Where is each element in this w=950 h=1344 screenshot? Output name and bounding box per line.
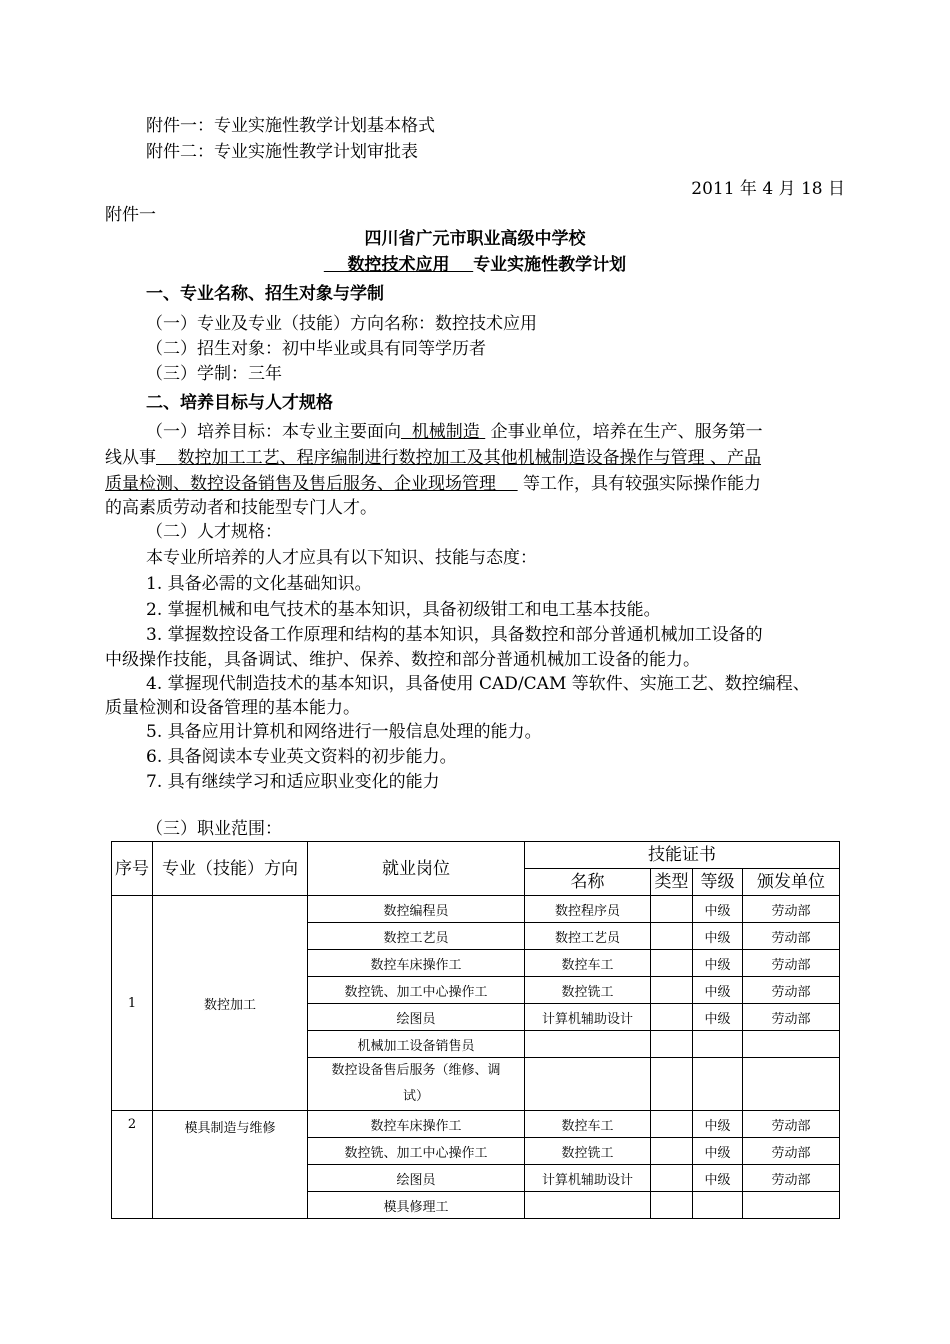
cell-seq: 1: [112, 896, 153, 1111]
cell-cert-issuer: [743, 1058, 840, 1111]
cell-job: 绘图员: [308, 1165, 525, 1192]
talent-item-6: 6. 具备阅读本专业英文资料的初步能力。: [146, 747, 457, 767]
cell-cert-level: 中级: [693, 1165, 743, 1192]
talent-item-1: 1. 具备必需的文化基础知识。: [146, 574, 372, 594]
job-scope-table: [111, 841, 840, 1219]
talent-item-7: 7. 具有继续学习和适应职业变化的能力: [146, 772, 440, 792]
talent-intro: 本专业所培养的人才应具有以下知识、技能与态度：: [146, 548, 537, 568]
cell-cert-name: [525, 1031, 651, 1058]
section1-item-1: （一）专业及专业（技能）方向名称：数控技术应用: [146, 314, 537, 334]
cell-job: 数控铣、加工中心操作工: [308, 1138, 525, 1165]
cell-cert-issuer: 劳动部: [743, 923, 840, 950]
cell-direction: 模具制造与维修: [153, 1111, 308, 1219]
cell-cert-issuer: 劳动部: [743, 1165, 840, 1192]
header-cert: 技能证书: [525, 842, 840, 869]
plan-title-suffix: 专业实施性教学计划: [473, 255, 627, 275]
cell-cert-level: [693, 1031, 743, 1058]
cell-cert-type: [651, 1058, 693, 1111]
cell-seq: 2: [112, 1111, 153, 1219]
header-cert-type: 类型: [651, 869, 693, 896]
table-row: [112, 896, 840, 923]
cell-cert-type: [651, 923, 693, 950]
header-direction: 专业（技能）方向: [153, 842, 308, 896]
section1-heading: 一、专业名称、招生对象与学制: [146, 284, 384, 304]
cell-cert-level: 中级: [693, 1004, 743, 1031]
section2-heading: 二、培养目标与人才规格: [146, 393, 333, 413]
cell-cert-name: 数控工艺员: [525, 923, 651, 950]
talent-item-4: 4. 掌握现代制造技术的基本知识，具备使用 CAD/CAM 等软件、实施工艺、数控编程、: [146, 674, 810, 694]
cell-cert-type: [651, 1165, 693, 1192]
section1-item-2: （二）招生对象：初中毕业或具有同等学历者: [146, 339, 486, 359]
cell-cert-level: 中级: [693, 1138, 743, 1165]
cell-cert-level: 中级: [693, 896, 743, 923]
cell-cert-type: [651, 1111, 693, 1138]
cell-cert-level: 中级: [693, 950, 743, 977]
cell-job: 数控车床操作工: [308, 950, 525, 977]
cell-cert-level: 中级: [693, 1111, 743, 1138]
header-seq: 序号: [112, 842, 153, 896]
attachment-line-1: 附件一：专业实施性教学计划基本格式: [146, 116, 435, 136]
cell-cert-name: 数控铣工: [525, 1138, 651, 1165]
plan-title-major: 数控技术应用: [347, 255, 450, 275]
cell-cert-level: 中级: [693, 923, 743, 950]
attachment-label: 附件一: [105, 205, 156, 225]
talent-item-3: 3. 掌握数控设备工作原理和结构的基本知识，具备数控和部分普通机械加工设备的: [146, 625, 763, 645]
header-cert-issuer: 颁发单位: [743, 869, 840, 896]
cell-job: 模具修理工: [308, 1192, 525, 1219]
talent-item-4-cont: 质量检测和设备管理的基本能力。: [105, 698, 360, 718]
cell-cert-name: 数控程序员: [525, 896, 651, 923]
cell-cert-level: [693, 1058, 743, 1111]
header-cert-level: 等级: [693, 869, 743, 896]
cell-cert-type: [651, 1138, 693, 1165]
cell-job: 数控编程员: [308, 896, 525, 923]
goal-line-2: 线从事 数控加工工艺、程序编制进行数控加工及其他机械制造设备操作与管理 、产品: [105, 448, 762, 468]
talent-heading: （二）人才规格：: [146, 522, 282, 542]
cell-cert-level: 中级: [693, 977, 743, 1004]
school-title: 四川省广元市职业高级中学校: [364, 229, 586, 249]
plan-title: [0, 254, 950, 276]
cell-job: 数控设备售后服务（维修、调试）: [308, 1058, 525, 1111]
cell-cert-type: [651, 950, 693, 977]
cell-job: 绘图员: [308, 1004, 525, 1031]
cell-cert-type: [651, 977, 693, 1004]
cell-job: 机械加工设备销售员: [308, 1031, 525, 1058]
document-date: 2011 年 4 月 18 日: [691, 179, 845, 199]
cell-cert-issuer: [743, 1192, 840, 1219]
cell-job: 数控车床操作工: [308, 1111, 525, 1138]
cell-cert-type: [651, 1192, 693, 1219]
talent-item-2: 2. 掌握机械和电气技术的基本知识，具备初级钳工和电工基本技能。: [146, 600, 661, 620]
goal-line-4: 的高素质劳动者和技能型专门人才。: [105, 498, 377, 518]
attachment-line-2: 附件二：专业实施性教学计划审批表: [146, 142, 418, 162]
header-cert-name: 名称: [525, 869, 651, 896]
cell-cert-type: [651, 1004, 693, 1031]
cell-cert-name: [525, 1058, 651, 1111]
cell-cert-issuer: 劳动部: [743, 1111, 840, 1138]
cell-cert-name: 计算机辅助设计: [525, 1004, 651, 1031]
cell-cert-issuer: 劳动部: [743, 950, 840, 977]
cell-cert-type: [651, 896, 693, 923]
cell-cert-issuer: 劳动部: [743, 1004, 840, 1031]
cell-cert-issuer: [743, 1031, 840, 1058]
cell-cert-name: 计算机辅助设计: [525, 1165, 651, 1192]
cell-cert-name: 数控车工: [525, 950, 651, 977]
cell-cert-issuer: 劳动部: [743, 977, 840, 1004]
cell-cert-type: [651, 1031, 693, 1058]
section1-item-3: （三）学制：三年: [146, 364, 282, 384]
cell-direction: 数控加工: [153, 896, 308, 1111]
cell-job: 数控工艺员: [308, 923, 525, 950]
cell-cert-name: 数控铣工: [525, 977, 651, 1004]
cell-cert-issuer: 劳动部: [743, 896, 840, 923]
cell-cert-name: [525, 1192, 651, 1219]
goal-line-1: （一）培养目标：本专业主要面向 机械制造 企事业单位，培养在生产、服务第一: [146, 422, 763, 442]
header-job: 就业岗位: [308, 842, 525, 896]
scope-heading: （三）职业范围：: [146, 819, 282, 839]
cell-cert-issuer: 劳动部: [743, 1138, 840, 1165]
goal-line-3: 质量检测、数控设备销售及售后服务、企业现场管理 等工作，具有较强实际操作能力: [105, 474, 762, 494]
talent-item-3-cont: 中级操作技能，具备调试、维护、保养、数控和部分普通机械加工设备的能力。: [105, 650, 700, 670]
cell-cert-level: [693, 1192, 743, 1219]
talent-item-5: 5. 具备应用计算机和网络进行一般信息处理的能力。: [146, 722, 542, 742]
table-row: [112, 1111, 840, 1138]
cell-cert-name: 数控车工: [525, 1111, 651, 1138]
cell-job: 数控铣、加工中心操作工: [308, 977, 525, 1004]
